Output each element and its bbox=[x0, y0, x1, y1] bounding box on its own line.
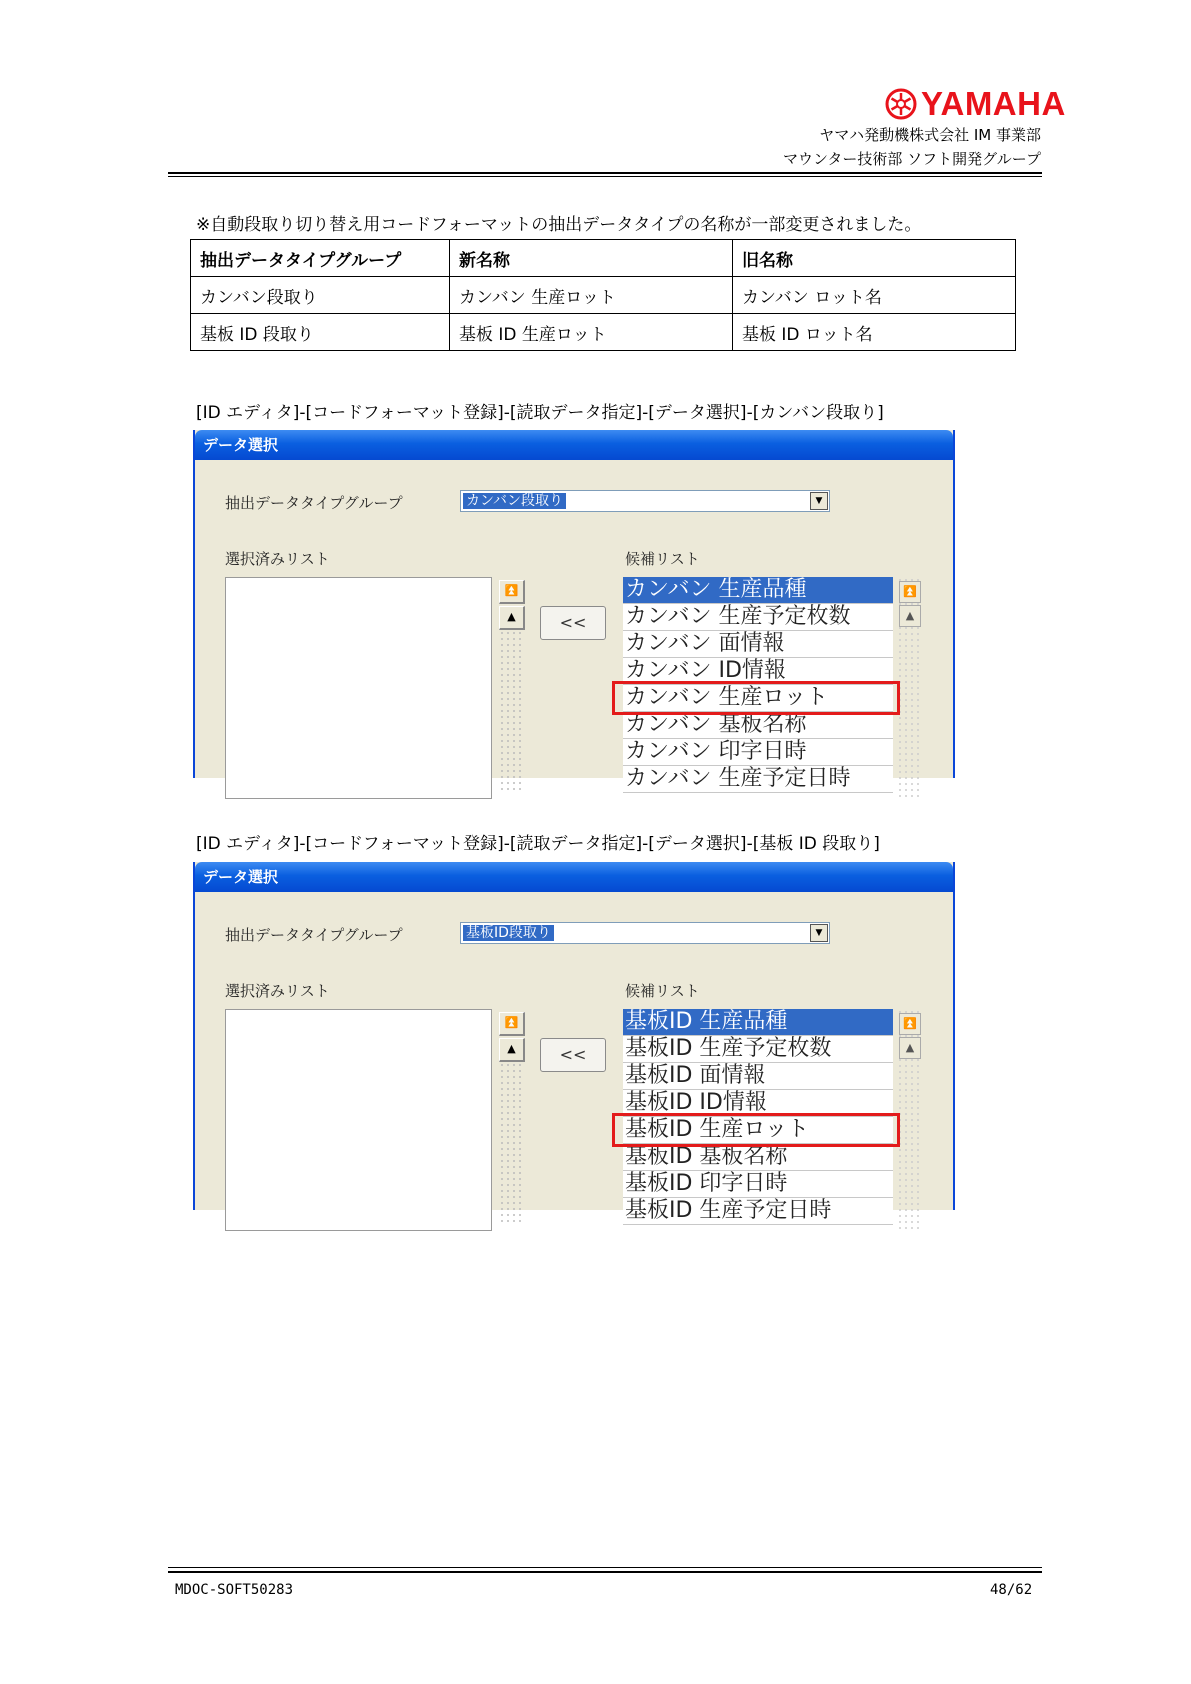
document-id: MDOC-SOFT50283 bbox=[175, 1582, 294, 1598]
table-cell: 基板 ID ロット名 bbox=[733, 314, 1016, 351]
footer-rule-thin bbox=[168, 1567, 1042, 1568]
selected-list[interactable] bbox=[225, 577, 492, 799]
list-item[interactable]: 基板ID 面情報 bbox=[623, 1063, 893, 1090]
move-left-button[interactable]: << bbox=[540, 606, 606, 640]
move-left-button[interactable]: << bbox=[540, 1038, 606, 1072]
list-item[interactable]: 基板ID 印字日時 bbox=[623, 1171, 893, 1198]
table-cell: カンバン段取り bbox=[191, 277, 450, 314]
menu-path-board-id: [ID エディタ]-[コードフォーマット登録]-[読取データ指定]-[データ選択]-[基板 ID 段取り] bbox=[196, 834, 880, 854]
dropdown-arrow-icon[interactable]: ▼ bbox=[810, 492, 828, 510]
table-cell: 基板 ID 生産ロット bbox=[450, 314, 733, 351]
data-select-dialog-board-id bbox=[193, 862, 955, 1223]
tuning-fork-emblem-icon bbox=[885, 88, 917, 120]
company-name: ヤマハ発動機株式会社 IM 事業部 bbox=[819, 126, 1041, 144]
dialog-title: データ選択 bbox=[195, 862, 953, 892]
dropdown-arrow-icon[interactable]: ▼ bbox=[810, 924, 828, 942]
list-item[interactable]: カンバン ID情報 bbox=[623, 658, 893, 685]
table-header-cell: 抽出データタイプグループ bbox=[191, 240, 450, 277]
table-cell: 基板 ID 段取り bbox=[191, 314, 450, 351]
table-cell: カンバン ロット名 bbox=[733, 277, 1016, 314]
table-header-row bbox=[191, 240, 1016, 277]
dialog-title: データ選択 bbox=[195, 430, 953, 460]
data-select-dialog-kanban bbox=[193, 430, 955, 791]
reorder-track bbox=[499, 1062, 525, 1222]
list-item[interactable]: 基板ID 生産品種 bbox=[623, 1009, 893, 1036]
move-top-icon[interactable]: ⏫ bbox=[499, 580, 525, 604]
footer-rule bbox=[168, 1571, 1042, 1573]
change-note: ※自動段取り切り替え用コードフォーマットの抽出データタイプの名称が一部変更されました。 bbox=[196, 215, 922, 235]
group-label: 抽出データタイプグループ bbox=[225, 494, 403, 512]
list-item[interactable]: カンバン 基板名称 bbox=[623, 712, 893, 739]
move-up-icon[interactable]: ▲ bbox=[499, 1038, 525, 1062]
candidate-list-label: 候補リスト bbox=[625, 982, 700, 1000]
yamaha-logo bbox=[885, 85, 1066, 122]
selected-list-label: 選択済みリスト bbox=[225, 550, 330, 568]
group-label: 抽出データタイプグループ bbox=[225, 926, 403, 944]
selected-list-label: 選択済みリスト bbox=[225, 982, 330, 1000]
candidate-scrollbar[interactable] bbox=[897, 1009, 923, 1229]
group-combobox-value: 基板ID段取り bbox=[463, 925, 554, 941]
list-item[interactable]: カンバン 生産予定日時 bbox=[623, 766, 893, 793]
list-item[interactable]: 基板ID 生産予定枚数 bbox=[623, 1036, 893, 1063]
header-rule-thin bbox=[168, 176, 1042, 177]
list-item[interactable]: 基板ID 生産ロット bbox=[623, 1117, 893, 1144]
scroll-up-icon[interactable]: ▲ bbox=[899, 1037, 921, 1059]
list-item[interactable]: カンバン 生産品種 bbox=[623, 577, 893, 604]
scroll-top-icon[interactable]: ⏫ bbox=[899, 581, 921, 603]
group-combobox[interactable] bbox=[460, 490, 830, 512]
list-item[interactable]: カンバン 生産ロット bbox=[623, 685, 893, 712]
header-rule bbox=[168, 172, 1042, 174]
table-row bbox=[191, 277, 1016, 314]
list-item[interactable]: 基板ID ID情報 bbox=[623, 1090, 893, 1117]
list-item[interactable]: カンバン 面情報 bbox=[623, 631, 893, 658]
group-combobox[interactable] bbox=[460, 922, 830, 944]
highlight-box bbox=[612, 1113, 900, 1147]
page-number: 48/62 bbox=[990, 1582, 1033, 1598]
list-item[interactable]: 基板ID 生産予定日時 bbox=[623, 1198, 893, 1225]
scroll-up-icon[interactable]: ▲ bbox=[899, 605, 921, 627]
candidate-scrollbar[interactable] bbox=[897, 577, 923, 797]
table-cell: カンバン 生産ロット bbox=[450, 277, 733, 314]
table-header-cell: 旧名称 bbox=[733, 240, 1016, 277]
group-combobox-value: カンバン段取り bbox=[463, 493, 566, 509]
scroll-top-icon[interactable]: ⏫ bbox=[899, 1013, 921, 1035]
table-header-cell: 新名称 bbox=[450, 240, 733, 277]
list-item[interactable]: カンバン 生産予定枚数 bbox=[623, 604, 893, 631]
move-top-icon[interactable]: ⏫ bbox=[499, 1012, 525, 1036]
rename-table bbox=[190, 239, 1016, 351]
list-item[interactable]: カンバン 印字日時 bbox=[623, 739, 893, 766]
list-item[interactable]: 基板ID 基板名称 bbox=[623, 1144, 893, 1171]
highlight-box bbox=[612, 681, 900, 715]
move-up-icon[interactable]: ▲ bbox=[499, 606, 525, 630]
selected-list[interactable] bbox=[225, 1009, 492, 1231]
table-row bbox=[191, 314, 1016, 351]
menu-path-kanban: [ID エディタ]-[コードフォーマット登録]-[読取データ指定]-[データ選択]-[カンバン段取り] bbox=[196, 403, 884, 423]
candidate-list-label: 候補リスト bbox=[625, 550, 700, 568]
logo-word: YAMAHA bbox=[921, 85, 1066, 122]
department-name: マウンター技術部 ソフト開発グループ bbox=[783, 150, 1041, 168]
reorder-track bbox=[499, 630, 525, 790]
